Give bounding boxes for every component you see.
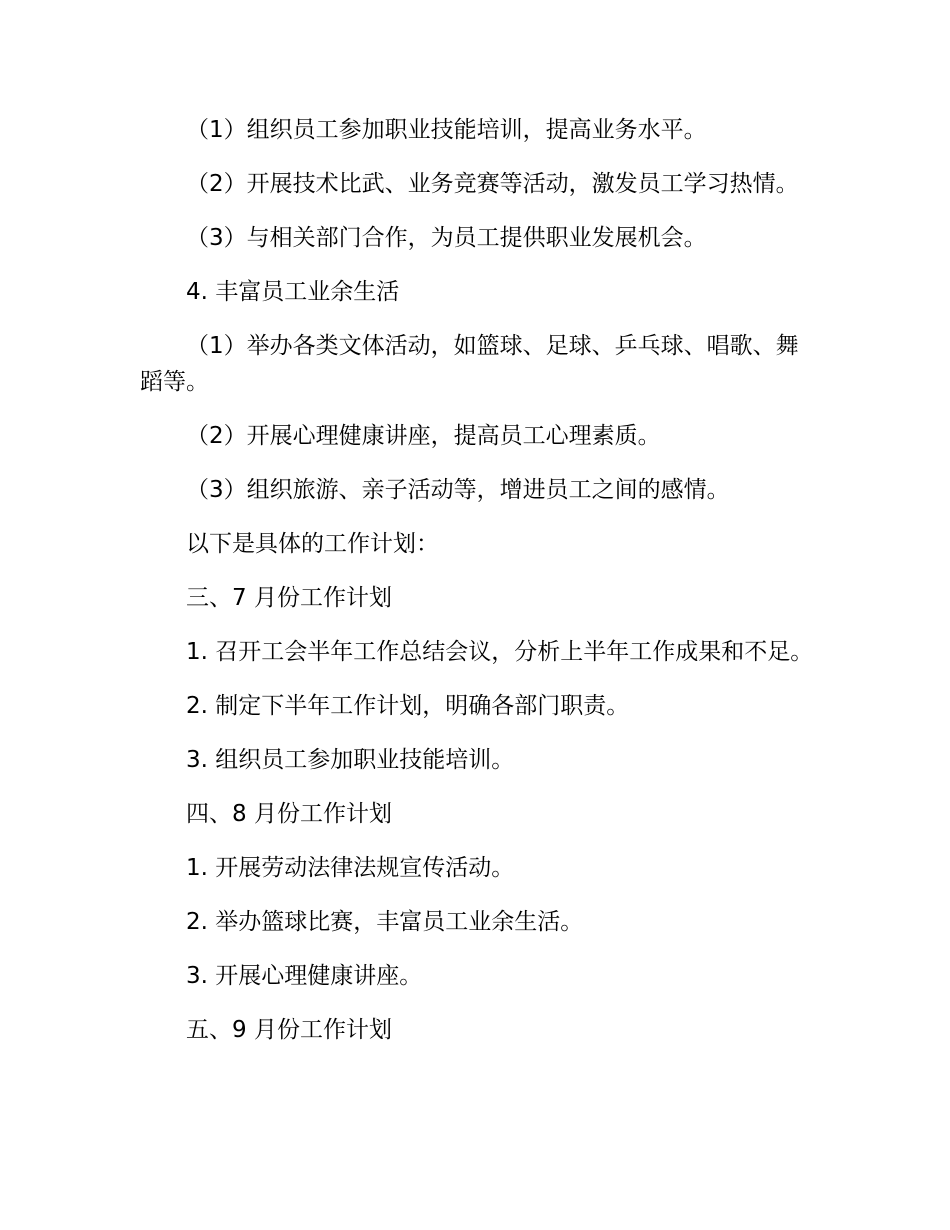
- paragraph: （2）开展心理健康讲座，提高员工心理素质。: [186, 423, 661, 449]
- paragraph: 3. 组织员工参加职业技能培训。: [186, 747, 515, 773]
- paragraph: （1）组织员工参加职业技能培训，提高业务水平。: [186, 117, 707, 143]
- paragraph: 2. 制定下半年工作计划，明确各部门职责。: [186, 693, 630, 719]
- section-heading: 4. 丰富员工业余生活: [186, 279, 400, 305]
- section-heading: 五、9 月份工作计划: [186, 1017, 392, 1043]
- paragraph: 3. 开展心理健康讲座。: [186, 963, 423, 989]
- paragraph: 2. 举办篮球比赛，丰富员工业余生活。: [186, 909, 584, 935]
- section-heading: 三、7 月份工作计划: [186, 585, 392, 611]
- paragraph: （3）与相关部门合作，为员工提供职业发展机会。: [186, 225, 707, 251]
- paragraph: 1. 开展劳动法律法规宣传活动。: [186, 855, 515, 881]
- paragraph: （1）举办各类文体活动，如篮球、足球、乒乓球、唱歌、舞蹈等。: [140, 333, 799, 395]
- section-heading: 四、8 月份工作计划: [186, 801, 392, 827]
- paragraph: （3）组织旅游、亲子活动等，增进员工之间的感情。: [186, 477, 730, 503]
- document-body: [140, 112, 815, 1066]
- paragraph: 以下是具体的工作计划：: [186, 531, 439, 557]
- paragraph: （2）开展技术比武、业务竞赛等活动，激发员工学习热情。: [186, 171, 799, 197]
- paragraph: 1. 召开工会半年工作总结会议，分析上半年工作成果和不足。: [186, 639, 814, 665]
